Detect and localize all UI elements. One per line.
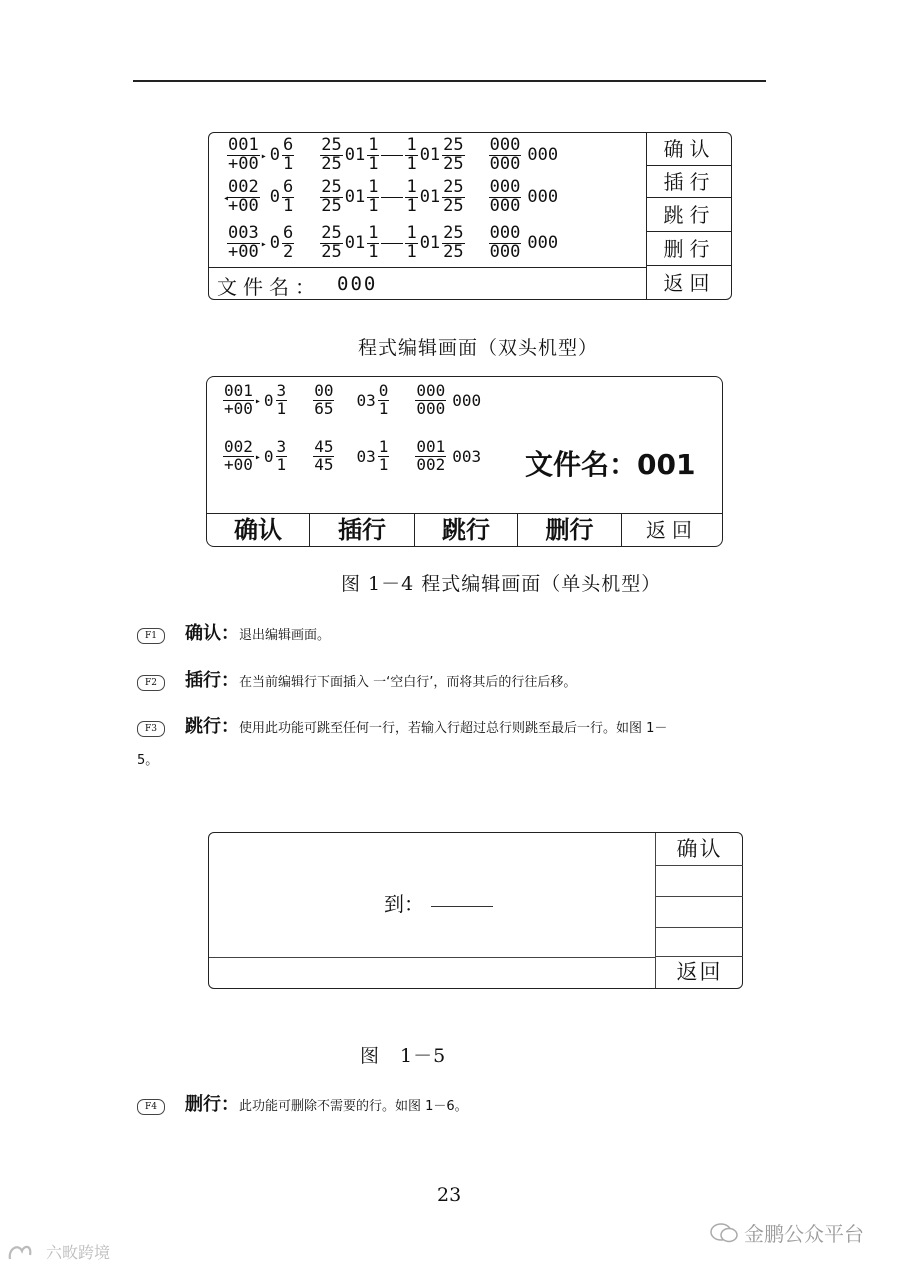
fraction: $\frac{1}{1}$ xyxy=(406,135,417,174)
value: 0 xyxy=(269,187,280,208)
paragraph-f2 xyxy=(137,666,576,692)
value: 000 xyxy=(527,187,559,208)
program-row[interactable] xyxy=(227,225,558,262)
desc-insert: 在当前编辑行下面插入 一‘空白行’，而将其后的行往后移。 xyxy=(239,675,577,690)
value: 01 xyxy=(344,145,366,166)
insert-row-button[interactable]: 插行 xyxy=(310,514,415,547)
screen-single-head xyxy=(206,376,723,547)
caption-double-head: 程式编辑画面（双头机型） xyxy=(358,337,599,359)
side-menu xyxy=(646,133,732,299)
fraction: $\frac{1}{1}$ xyxy=(368,223,379,262)
wechat-icon xyxy=(710,1222,738,1244)
fraction: $\frac{001 ▸}{+00}$ xyxy=(223,383,254,418)
caption-single-head: 图 1－4 程式编辑画面（单头机型） xyxy=(341,573,662,595)
return-button[interactable]: 返回 xyxy=(663,271,716,295)
fraction: $\frac{00}{65}$ xyxy=(314,381,334,418)
fraction: $\frac{000}{000}$ xyxy=(416,381,446,418)
value: 01 xyxy=(344,233,366,254)
value: 03 xyxy=(356,390,376,410)
blank-button-2[interactable] xyxy=(656,897,743,928)
filename-bar xyxy=(209,267,646,300)
confirm-button[interactable]: 确认 xyxy=(647,133,732,166)
blank-button-1[interactable] xyxy=(656,866,743,897)
goto-area xyxy=(209,833,655,957)
return-button[interactable]: 返回 xyxy=(676,960,723,984)
fraction: $\frac{1}{1}$ xyxy=(368,135,379,174)
logo-icon xyxy=(6,1241,42,1263)
fraction: $\frac{001 ▸}{+00}$ xyxy=(227,137,260,174)
caption-goto: 图 1－5 xyxy=(360,1045,447,1067)
f1-key-icon: F1 xyxy=(137,628,165,644)
jump-row-button[interactable]: 跳行 xyxy=(647,199,732,232)
filename-display: 文件名：001 xyxy=(525,448,696,481)
watermark-right-text: 金鹏公众平台 xyxy=(744,1222,864,1246)
fraction: $\frac{3}{1}$ xyxy=(276,381,287,418)
fraction: $\frac{25}{25}$ xyxy=(443,135,464,174)
function-bar xyxy=(207,513,722,547)
program-row[interactable] xyxy=(223,439,481,474)
confirm-button[interactable]: 确认 xyxy=(207,514,310,547)
goto-input[interactable] xyxy=(431,906,493,907)
f2-key-icon: F2 xyxy=(137,675,165,691)
return-button[interactable]: 返回 xyxy=(646,518,698,542)
fraction: $\frac{3}{1}$ xyxy=(276,437,287,474)
fraction: $\frac{25}{25}$ xyxy=(321,223,342,262)
fraction: $\frac{6}{1}$ xyxy=(282,135,294,174)
fraction: $\frac{6}{2}$ xyxy=(282,223,294,262)
desc-confirm: 退出编辑画面。 xyxy=(239,628,331,643)
fraction: $\frac{25}{25}$ xyxy=(321,135,342,174)
fraction: $\frac{1}{1}$ xyxy=(406,223,417,262)
term-jump: 跳行： xyxy=(185,716,239,737)
paragraph-f1 xyxy=(137,619,330,645)
jump-row-button[interactable]: 跳行 xyxy=(415,514,518,547)
watermark-left-text: 六畋跨境 xyxy=(46,1243,111,1262)
fraction: $\frac{1}{1}$ xyxy=(368,177,379,216)
value: 0 xyxy=(263,390,274,410)
value: 01 xyxy=(344,187,366,208)
header-rule xyxy=(133,80,766,82)
goto-label: 到： xyxy=(384,892,424,916)
fraction: ◂ $\frac{002}{+00}$ xyxy=(227,179,260,216)
term-insert: 插行： xyxy=(185,670,239,691)
side-menu xyxy=(655,833,743,988)
term-delete: 删行： xyxy=(185,1094,239,1115)
paragraph-f3 xyxy=(137,712,667,738)
paragraph-f3-cont: 5。 xyxy=(137,753,159,768)
filename-label: 文件名： xyxy=(217,275,321,299)
program-row[interactable] xyxy=(227,137,558,174)
fraction: $\frac{002 ▸}{+00}$ xyxy=(223,439,254,474)
delete-row-button[interactable]: 删行 xyxy=(518,514,622,547)
fraction: $\frac{1}{1}$ xyxy=(378,437,389,474)
desc-delete: 此功能可删除不需要的行。如图 1－6。 xyxy=(239,1099,468,1114)
value: 000 xyxy=(527,145,559,166)
value: 000 xyxy=(527,233,559,254)
value: 01 xyxy=(419,145,441,166)
blank-button-3[interactable] xyxy=(656,928,743,957)
desc-jump: 使用此功能可跳至任何一行，若输入行超过总行则跳至最后一行。如图 1－ xyxy=(239,721,668,736)
fraction: $\frac{25}{25}$ xyxy=(443,177,464,216)
value: 0 xyxy=(269,233,280,254)
f3-key-icon: F3 xyxy=(137,721,165,737)
delete-row-button[interactable]: 删行 xyxy=(647,233,732,266)
page-number: 23 xyxy=(437,1184,462,1206)
fraction: $\frac{000}{000}$ xyxy=(489,223,521,262)
fraction: $\frac{000}{000}$ xyxy=(489,177,521,216)
value: 0 xyxy=(263,446,274,466)
watermark-left xyxy=(6,1240,110,1263)
value: 03 xyxy=(356,446,376,466)
fraction: $\frac{0}{1}$ xyxy=(378,381,389,418)
paragraph-f4 xyxy=(137,1090,468,1116)
screen-goto xyxy=(208,832,743,989)
value: 0 xyxy=(269,145,280,166)
fraction: $\frac{6}{1}$ xyxy=(282,177,294,216)
watermark-right xyxy=(710,1218,864,1247)
fraction: $\frac{25}{25}$ xyxy=(443,223,464,262)
fraction: $\frac{25}{25}$ xyxy=(321,177,342,216)
screen-double-head xyxy=(208,132,732,300)
confirm-button[interactable]: 确认 xyxy=(656,833,743,866)
insert-row-button[interactable]: 插行 xyxy=(647,167,732,198)
f4-key-icon: F4 xyxy=(137,1099,165,1115)
value: 01 xyxy=(419,187,441,208)
fraction: $\frac{003 ▸}{+00}$ xyxy=(227,225,260,262)
value: 003 xyxy=(452,446,482,466)
value: 01 xyxy=(419,233,441,254)
fraction: $\frac{1}{1}$ xyxy=(406,177,417,216)
value: 000 xyxy=(452,390,482,410)
fraction: $\frac{001}{002}$ xyxy=(416,437,446,474)
program-row[interactable] xyxy=(223,383,481,418)
fraction: $\frac{000}{000}$ xyxy=(489,135,521,174)
fraction: $\frac{45}{45}$ xyxy=(314,437,334,474)
program-row[interactable] xyxy=(227,179,558,216)
filename-value: 000 xyxy=(337,273,378,295)
status-bar xyxy=(209,957,655,989)
term-confirm: 确认： xyxy=(185,623,239,644)
